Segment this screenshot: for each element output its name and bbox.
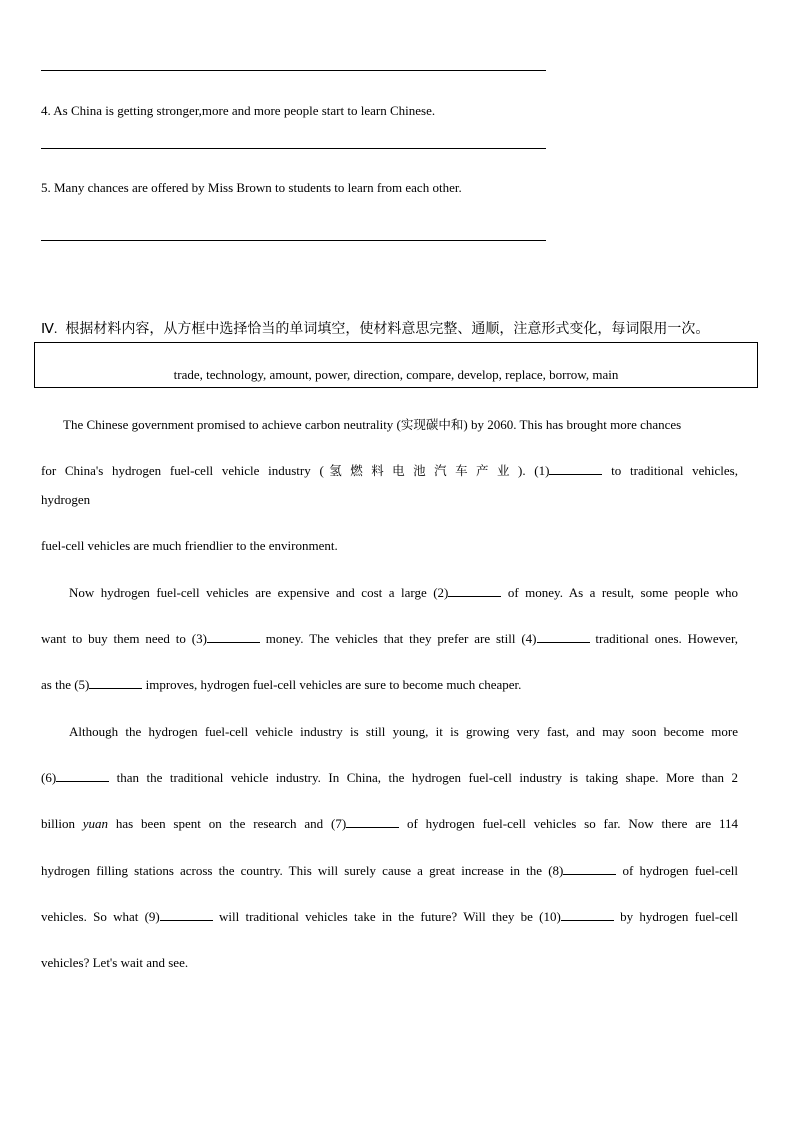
blank-5[interactable] bbox=[89, 677, 142, 689]
blank-9[interactable] bbox=[160, 909, 213, 921]
blank-1[interactable] bbox=[549, 463, 602, 475]
sentence-4: 4. As China is getting stronger,more and more people start to learn Chinese. bbox=[41, 103, 436, 118]
answer-line-5[interactable] bbox=[41, 240, 546, 241]
blank-10[interactable] bbox=[561, 909, 614, 921]
passage-line: Now hydrogen fuel-cell vehicles are expensive and cost a large (2) of money. As a result, some people who bbox=[69, 585, 738, 600]
passage-line: vehicles. So what (9) will traditional vehicles take in the future? Will they be (10) by hydrogen fuel-cell bbox=[41, 909, 738, 924]
passage-line: as the (5) improves, hydrogen fuel-cell vehicles are sure to become much cheaper. bbox=[41, 677, 522, 692]
chinese-note: 氢燃料电池汽车产业 bbox=[323, 463, 518, 478]
passage-line: (6) than the traditional vehicle industry. In China, the hydrogen fuel-cell industry is taking shape. More than 2 bbox=[41, 770, 738, 785]
blank-3[interactable] bbox=[207, 631, 260, 643]
passage-line: The Chinese government promised to achieve carbon neutrality (实现碳中和) by 2060. This has brought more chances bbox=[63, 417, 682, 432]
answer-line-4[interactable] bbox=[41, 148, 546, 149]
blank-7[interactable] bbox=[346, 816, 399, 828]
answer-line-3[interactable] bbox=[41, 70, 546, 71]
passage-line: hydrogen bbox=[41, 492, 91, 507]
passage-line: for China's hydrogen fuel-cell vehicle industry (氢燃料电池汽车产业). (1) to traditional vehicles, bbox=[41, 463, 738, 478]
blank-6[interactable] bbox=[56, 770, 109, 782]
blank-8[interactable] bbox=[563, 863, 616, 875]
passage-line: fuel-cell vehicles are much friendlier to the environment. bbox=[41, 538, 338, 553]
section-heading bbox=[41, 318, 709, 338]
word-bank-box bbox=[34, 342, 758, 388]
passage-line: vehicles? Let's wait and see. bbox=[41, 955, 189, 970]
chinese-note: 实现碳中和 bbox=[400, 417, 464, 432]
word-bank: trade, technology, amount, power, direction, compare, develop, replace, borrow, main bbox=[173, 367, 619, 382]
passage-line: billion yuan has been spent on the research and (7) of hydrogen fuel-cell vehicles so far. Now there are 114 bbox=[41, 816, 738, 831]
blank-4[interactable] bbox=[537, 631, 590, 643]
section-instruction: 根据材料内容，从方框中选择恰当的单词填空，使材料意思完整、通顺，注意形式变化，每词限用一次。 bbox=[65, 321, 710, 337]
blank-2[interactable] bbox=[448, 585, 501, 597]
sentence-5: 5. Many chances are offered by Miss Brown to students to learn from each other. bbox=[41, 180, 462, 195]
passage-line: Although the hydrogen fuel-cell vehicle industry is still young, it is growing very fast, and may soon become more bbox=[69, 724, 738, 739]
passage-line: hydrogen filling stations across the country. This will surely cause a great increase in the (8) of hydrogen fuel-cell bbox=[41, 863, 739, 878]
section-number: Ⅳ. bbox=[41, 322, 58, 337]
italic-word: yuan bbox=[82, 816, 109, 831]
passage-line: want to buy them need to (3) money. The vehicles that they prefer are still (4) traditional ones. However, bbox=[41, 631, 739, 646]
